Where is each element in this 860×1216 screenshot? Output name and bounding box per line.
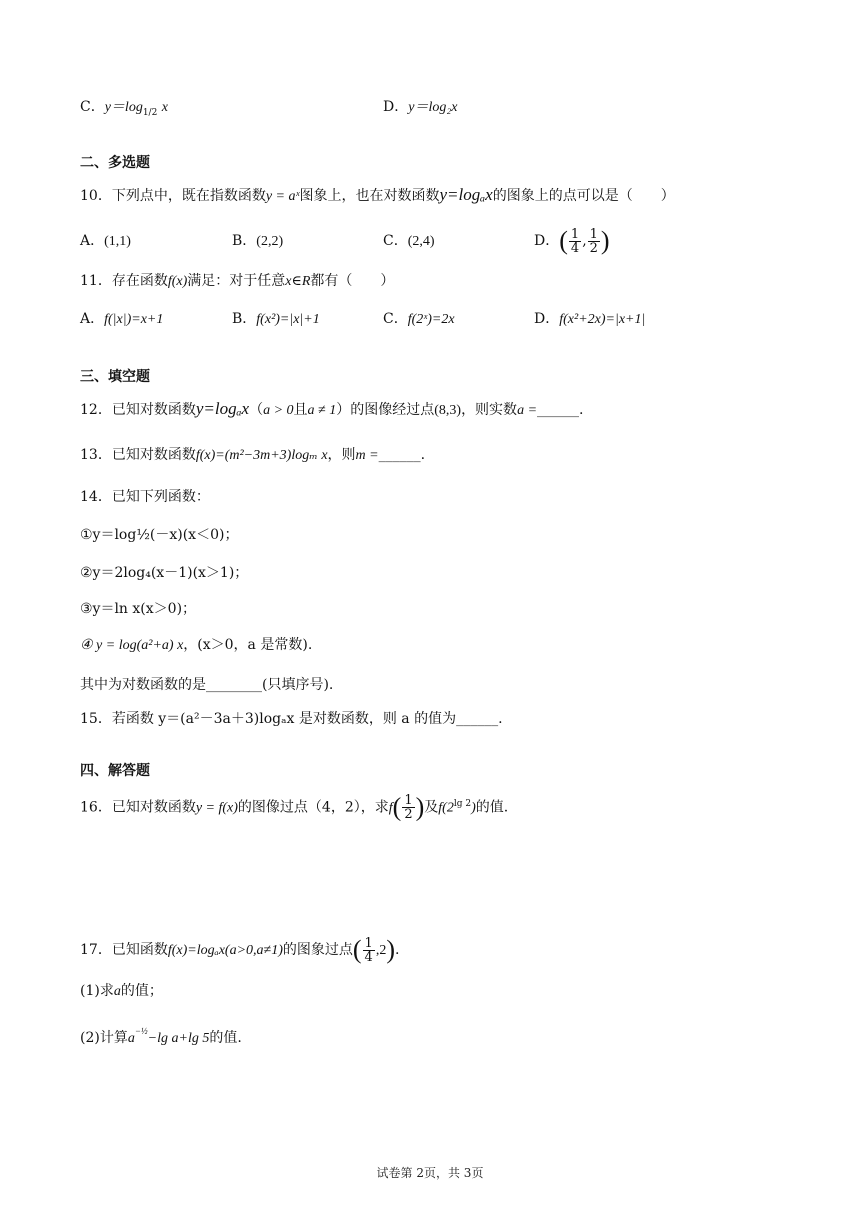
- numerator: 1: [570, 226, 580, 242]
- q12-var: a =: [517, 403, 538, 418]
- q10-option-a: [80, 232, 131, 251]
- q13-var: m =: [355, 448, 379, 463]
- denominator: 4: [364, 949, 373, 965]
- q14-item-1: ①y＝log½(－x)(x＜0)；: [80, 527, 239, 543]
- question-number: 16．: [80, 799, 112, 816]
- q12-cond: a > 0: [263, 403, 294, 418]
- q13-text-a: 已知对数函数: [111, 447, 196, 463]
- q10-option-d: D．( $\frac{1}{4}$ , $\frac{1}{2}$ ): [534, 226, 610, 256]
- q14-item4-expr: ④ y = log(a²+a) x: [80, 638, 184, 653]
- q17-part2-text: (2)计算: [80, 1030, 128, 1046]
- q17-point-y: ,2: [375, 943, 387, 958]
- q12-text-c: 且: [293, 402, 308, 418]
- q9-c-expr: y＝log: [104, 100, 143, 115]
- q14-intro: [80, 488, 210, 506]
- fraction: [402, 794, 414, 821]
- numerator: 1: [364, 935, 373, 951]
- q16-f2-end: ): [471, 800, 476, 816]
- option-value: f(2ˣ)=2x: [407, 312, 455, 327]
- fraction: [588, 228, 600, 255]
- q10-expr2: y=logₐx: [439, 185, 493, 204]
- option-value: (1,1): [104, 234, 131, 249]
- fraction: [569, 228, 581, 255]
- q17-part-1: [80, 982, 163, 1001]
- denominator: 4: [570, 240, 580, 256]
- q17-expr: f(x)=logₐx(a>0,a≠1): [167, 943, 283, 958]
- q11-option-b: [232, 310, 320, 329]
- question-number: 12．: [80, 402, 112, 418]
- q16-f1: f: [388, 800, 393, 816]
- q17-part2-exp: −½: [134, 1026, 148, 1036]
- q11-option-c: [383, 310, 455, 329]
- q14-item-4: [80, 636, 312, 655]
- denominator: 2: [589, 240, 598, 256]
- q16-f2: f(2: [438, 800, 454, 816]
- q9-option-c: [80, 98, 168, 122]
- q10-option-b: [232, 232, 283, 251]
- option-label: D．: [383, 99, 409, 115]
- page-footer: 试卷第 2页，共 3页: [376, 1166, 484, 1180]
- numerator: 1: [404, 793, 413, 809]
- q9-c-arg: x: [161, 100, 168, 115]
- question-number: 15．: [80, 711, 112, 727]
- q9-c-base: 1/2: [142, 107, 158, 118]
- q10-text-c: 的图象上的点可以是（ ）: [492, 188, 675, 204]
- q17-part1-end: 的值；: [120, 983, 163, 999]
- q17-part2-expr: −lg a+lg 5: [147, 1031, 210, 1046]
- q17-part2-base: a: [127, 1031, 135, 1046]
- q17-text-a: 已知函数: [111, 942, 168, 958]
- option-label: D．: [534, 233, 560, 249]
- q12-text-a: 已知对数函数: [111, 402, 196, 418]
- section-title: 四、解答题: [80, 763, 150, 779]
- option-label: C．: [383, 311, 408, 327]
- q16-text-b: 的图像过点（4，2），求: [237, 799, 389, 816]
- question-number: 11．: [80, 273, 112, 289]
- option-value: f(x²+2x)=|x+1|: [559, 312, 646, 327]
- q14-intro-text: 已知下列函数：: [111, 489, 210, 505]
- answer-blank: ______.: [537, 402, 584, 418]
- q11-option-d: [534, 310, 645, 329]
- q17-stem: 17．已知函数f(x)=logₐx(a>0,a≠1)的图象过点( $\frac{1}{4}$ ,2).: [80, 935, 400, 965]
- section-title: 三、填空题: [80, 369, 150, 385]
- option-value: f(x²)=|x|+1: [256, 312, 320, 327]
- q11-expr2: x∈R: [285, 274, 311, 289]
- section-title: 二、多选题: [80, 155, 150, 171]
- q12-stem: [80, 400, 583, 420]
- q11-stem: [80, 272, 394, 291]
- q12-text-d: ）的图像经过点: [336, 402, 435, 418]
- q16-text-c: 及: [424, 799, 439, 816]
- option-label: B．: [232, 233, 257, 249]
- q16-stem: 16．已知对数函数y = f(x)的图像过点（4，2），求f( $\frac{1}{2}$ )及$f(2^{lg 2})$的值.: [80, 792, 509, 823]
- question-number: 17．: [80, 942, 112, 958]
- q14-question: 其中为对数函数的是________(只填序号).: [80, 677, 334, 693]
- option-label: C．: [383, 233, 408, 249]
- q17-text-b: 的图象过点: [282, 942, 353, 958]
- q12-cond2: a ≠ 1: [307, 403, 337, 418]
- q12-text-b: （: [249, 402, 264, 418]
- q10-option-c: [383, 232, 435, 251]
- answer-blank: ______.: [378, 447, 426, 463]
- question-number: 14．: [80, 489, 112, 505]
- q12-text-e: ，则实数: [461, 402, 518, 418]
- q11-text-a: 存在函数: [111, 273, 168, 289]
- q16-sup: lg 2: [453, 799, 472, 809]
- q14-item-3: ③y＝ln x(x＞0)；: [80, 601, 197, 617]
- option-label: B．: [232, 311, 257, 327]
- q11-text-b: 满足：对于任意: [187, 273, 286, 289]
- q14-item-2: ②y＝2log₄(x－1)(x＞1)；: [80, 565, 249, 581]
- option-value: (2,4): [407, 234, 435, 249]
- q16-text-d: 的值.: [475, 799, 509, 816]
- option-label: A．: [80, 311, 105, 327]
- q10-text-a: 下列点中，既在指数函数: [111, 188, 266, 204]
- q17-part1-var: a: [113, 984, 121, 999]
- q14-item4-text: ，(x＞0，a 是常数).: [183, 637, 313, 653]
- question-number: 10．: [80, 188, 112, 204]
- q13-text-b: ，则: [327, 447, 356, 463]
- q12-expr1: y=logₐx: [195, 399, 250, 418]
- q13-stem: [80, 446, 425, 465]
- q17-part-2: [80, 1022, 242, 1048]
- q11-expr1: f(x): [167, 274, 188, 289]
- denominator: 2: [404, 807, 413, 823]
- q11-option-a: [80, 310, 163, 329]
- q15-stem: [80, 710, 503, 728]
- q12-point: (8,3): [434, 403, 462, 418]
- option-label: D．: [534, 311, 560, 327]
- q10-expr1: y = aˣ: [265, 189, 300, 204]
- option-value: f(|x|)=x+1: [104, 312, 164, 327]
- option-label: C．: [80, 99, 105, 115]
- numerator: 1: [589, 226, 598, 242]
- q15-text: 若函数 y＝(a²－3a＋3)logₐx 是对数函数，则 a 的值为______.: [111, 711, 503, 727]
- fraction: [363, 937, 375, 964]
- option-label: A．: [80, 233, 105, 249]
- q11-text-c: 都有（ ）: [310, 273, 395, 289]
- q13-expr: f(x)=(m²−3m+3)logₘ x: [195, 448, 328, 463]
- q17-text-c: .: [394, 942, 400, 958]
- q17-part2-end: 的值.: [209, 1030, 242, 1046]
- q16-expr: y = f(x): [195, 800, 238, 816]
- q9-option-d: [383, 98, 457, 117]
- q17-part1-text: (1)求: [80, 983, 114, 999]
- option-value: (2,2): [256, 234, 284, 249]
- q9-d-expr: y＝log₂x: [408, 100, 458, 115]
- question-number: 13．: [80, 447, 112, 463]
- q10-stem: [80, 186, 675, 206]
- q10-text-b: 图象上，也在对数函数: [299, 188, 440, 204]
- q16-text-a: 已知对数函数: [111, 799, 196, 816]
